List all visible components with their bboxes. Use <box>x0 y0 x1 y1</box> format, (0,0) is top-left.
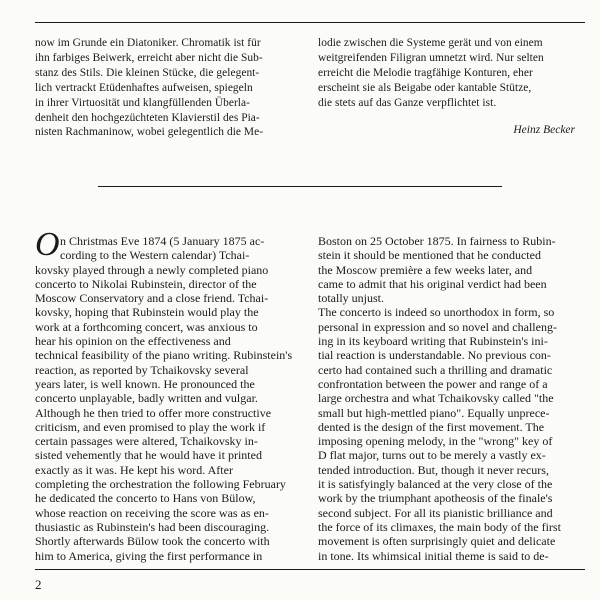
text-line: cording to the Western calendar) Tchai- <box>60 248 250 263</box>
text-line: criticism, and even promised to play the work if <box>35 419 266 434</box>
text-line: came to admit that his original verdict had been <box>318 276 547 291</box>
text-line: totally unjust. <box>318 291 384 306</box>
text-line: thusiastic as Rubinstein's had been discouraging. <box>35 519 270 534</box>
text-line: he dedicated the concerto to Hans von Bülow, <box>35 491 256 506</box>
text-line: completing the orchestration the following February <box>35 477 286 492</box>
text-line: concerto to Nikolai Rubinstein, director of the <box>35 276 257 291</box>
text-line: concerto unplayable, badly written and vulgar. <box>35 391 258 406</box>
text-line: in tone. Its whimsical initial theme is said to de- <box>318 548 549 563</box>
text-line: sisted vehemently that he would have it printed <box>35 448 262 463</box>
text-line: The concerto is indeed so unorthodox in form, so <box>318 305 555 320</box>
text-line: whose reaction on receiving the score was as en- <box>35 505 269 520</box>
text-line: confrontation between the power and range of a <box>318 376 548 391</box>
page-number: 2 <box>35 577 42 592</box>
text-line: in ihrer Virtuosität und klangfüllenden Überla- <box>35 96 250 109</box>
text-line: personal in expression and so novel and challeng- <box>318 319 557 334</box>
text-line: now im Grunde ein Diatoniker. Chromatik ist für <box>35 37 261 49</box>
text-line: lodie zwischen die Systeme gerät und von einem <box>318 37 543 49</box>
text-line: tended introduction. But, though it never recurs, <box>318 462 549 477</box>
text-line: exactly as it was. He kept his word. After <box>35 462 233 477</box>
text-line: the force of its climaxes, the main body of the first <box>318 519 561 534</box>
text-line: Shortly afterwards Bülow took the concerto with <box>35 534 270 549</box>
text-line: nisten Rachmaninow, wobei gelegentlich die Me- <box>35 126 264 139</box>
text-line: Moscow Conservatory and a close friend. Tchai- <box>35 291 269 306</box>
text-line: certain passages were altered, Tchaikovsky in- <box>35 434 258 449</box>
author-signature: Heinz Becker <box>513 124 575 136</box>
text-line: erscheint sie als Beigabe oder kantable Stütze, <box>318 81 532 94</box>
drop-cap: O <box>35 226 60 263</box>
bottom-rule <box>35 569 585 570</box>
english-text-column-right <box>318 234 582 563</box>
text-line: small but high-mettled piano". Equally unprece- <box>318 405 550 420</box>
text-line: movement is often surprisingly quiet and delicate <box>318 534 556 549</box>
text-line: second subject. For all its pianistic brilliance and <box>318 505 553 520</box>
text-line: D flat major, turns out to be merely a vastly ex- <box>318 448 546 463</box>
text-line: stanz des Stils. Die kleinen Stücke, die gelegent- <box>35 66 260 79</box>
text-line: certo had contained such a thrilling and dramatic <box>318 362 553 377</box>
text-line: hear his opinion on the effectiveness and <box>35 334 231 349</box>
text-line: kovsky, hoping that Rubinstein would play the <box>35 305 259 320</box>
german-text-column-right <box>318 36 580 111</box>
text-line: large orchestra and what Tchaikovsky called "the <box>318 391 554 406</box>
text-line: Boston on 25 October 1875. In fairness to Rubin- <box>318 234 556 248</box>
text-line: technical feasibility of the piano writing. Rubinstein's <box>35 348 293 363</box>
text-line: denheit den hochgezüchteten Klavierstil des Pia- <box>35 111 260 124</box>
text-line: erreicht die Melodie tragfähige Konturen, eher <box>318 66 533 79</box>
section-divider <box>98 186 502 187</box>
english-text-column-left <box>35 234 297 563</box>
text-line: kovsky played through a newly completed piano <box>35 262 269 277</box>
text-line: years later, is well known. He pronounced the <box>35 376 255 391</box>
text-line: tial reaction is understandable. No previous con- <box>318 348 551 363</box>
text-line: weitgreifenden Filigran umnetzt wird. Nur selten <box>318 51 544 64</box>
text-line: it is satisfyingly balanced at the very close of the <box>318 477 553 492</box>
text-line: n Christmas Eve 1874 (5 January 1875 ac- <box>60 234 265 248</box>
german-text-column-left <box>35 36 293 140</box>
text-line: stein it should be mentioned that he conducted <box>318 248 541 263</box>
text-line: work by the triumphant apotheosis of the finale's <box>318 491 553 506</box>
text-line: ihn farbiges Beiwerk, erreicht aber nicht die Sub- <box>35 51 263 64</box>
text-line: imposing opening melody, in the "wrong" key of <box>318 434 553 449</box>
text-line: ing in its keyboard writing that Rubinstein's ini- <box>318 334 548 349</box>
text-line: Although he then tried to offer more constructive <box>35 405 272 420</box>
top-rule <box>35 22 585 23</box>
text-line: die stets auf das Ganze verpflichtet ist. <box>318 96 497 109</box>
text-line: lich vertrackt Etüdenhaftes aufweisen, spiegeln <box>35 81 253 94</box>
text-line: him to America, giving the first performance in <box>35 548 263 563</box>
text-line: the Moscow première a few weeks later, and <box>318 262 533 277</box>
text-line: work at a forthcoming concert, was anxious to <box>35 319 258 334</box>
text-line: reaction, as reported by Tchaikovsky several <box>35 362 249 377</box>
text-line: dented is the design of the first movement. The <box>318 419 545 434</box>
